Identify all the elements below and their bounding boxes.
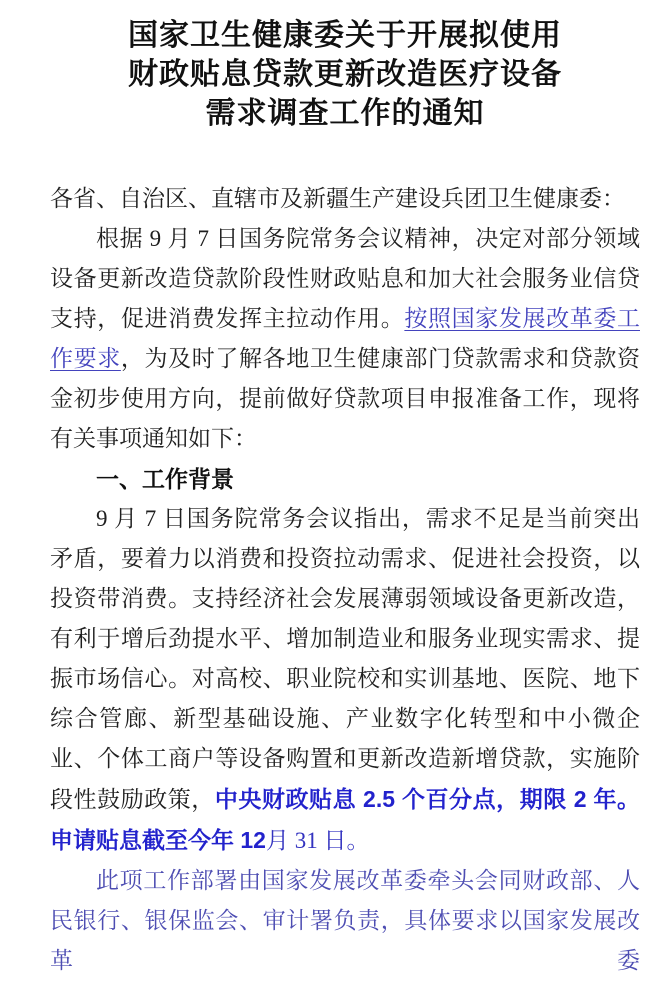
ndrc-work-requirements-link[interactable]: 按照国家发展改革委工作要求 [50,306,640,371]
section-heading-work-background: 一、工作背景 [96,466,234,492]
background-text: 9 月 7 日国务院常务会议指出，需求不足是当前突出矛盾，要着力以消费和投资拉动需求、促进社会投资，以投资带消费。支持经济社会发展薄弱领域设备更新改造，有利于增后劲提水平、增加制造业和服务业现实需求、提振市场信心。对高校、职业院校和实训基地、医院、地下综合管廊、新型基础设施、产业数字化转型和中小微企业、个体工商户等设备购置和更新改造新增贷款，实施阶段性鼓励政策， [50,506,640,812]
intro-paragraph [50,219,640,459]
salutation-line: 各省、自治区、直辖市及新疆生产建设兵团卫生健康委： [50,186,625,211]
deployment-paragraph: 此项工作部署由国家发展改革委牵头会同财政部、人民银行、银保监会、审计署负责，具体要求以国家发展改革委 [50,868,640,973]
document-body [50,179,640,981]
title-line-3: 需求调查工作的通知 [205,97,485,130]
document-title [50,16,640,133]
intro-text-after-link: ，为及时了解各地卫生健康部门贷款需求和贷款资金初步使用方向，提前做好贷款项目申报准备工作，现将有关事项通知如下： [50,346,640,451]
subsidy-deadline-tail: 月 31 日。 [265,828,370,853]
title-line-2: 财政贴息贷款更新改造医疗设备 [128,58,562,91]
intro-text-before-link: 根据 9 月 7 日国务院常务会议精神，决定对部分领域设备更新改造贷款阶段性财政贴息和加大社会服务业信贷支持，促进消费发挥主拉动作用。 [50,226,640,331]
subsidy-policy-emphasis: 中央财政贴息 2.5 个百分点，期限 2 年。申请贴息截至今年 12 [50,786,640,853]
title-line-1: 国家卫生健康委关于开展拟使用 [128,19,562,52]
background-paragraph [50,499,640,861]
